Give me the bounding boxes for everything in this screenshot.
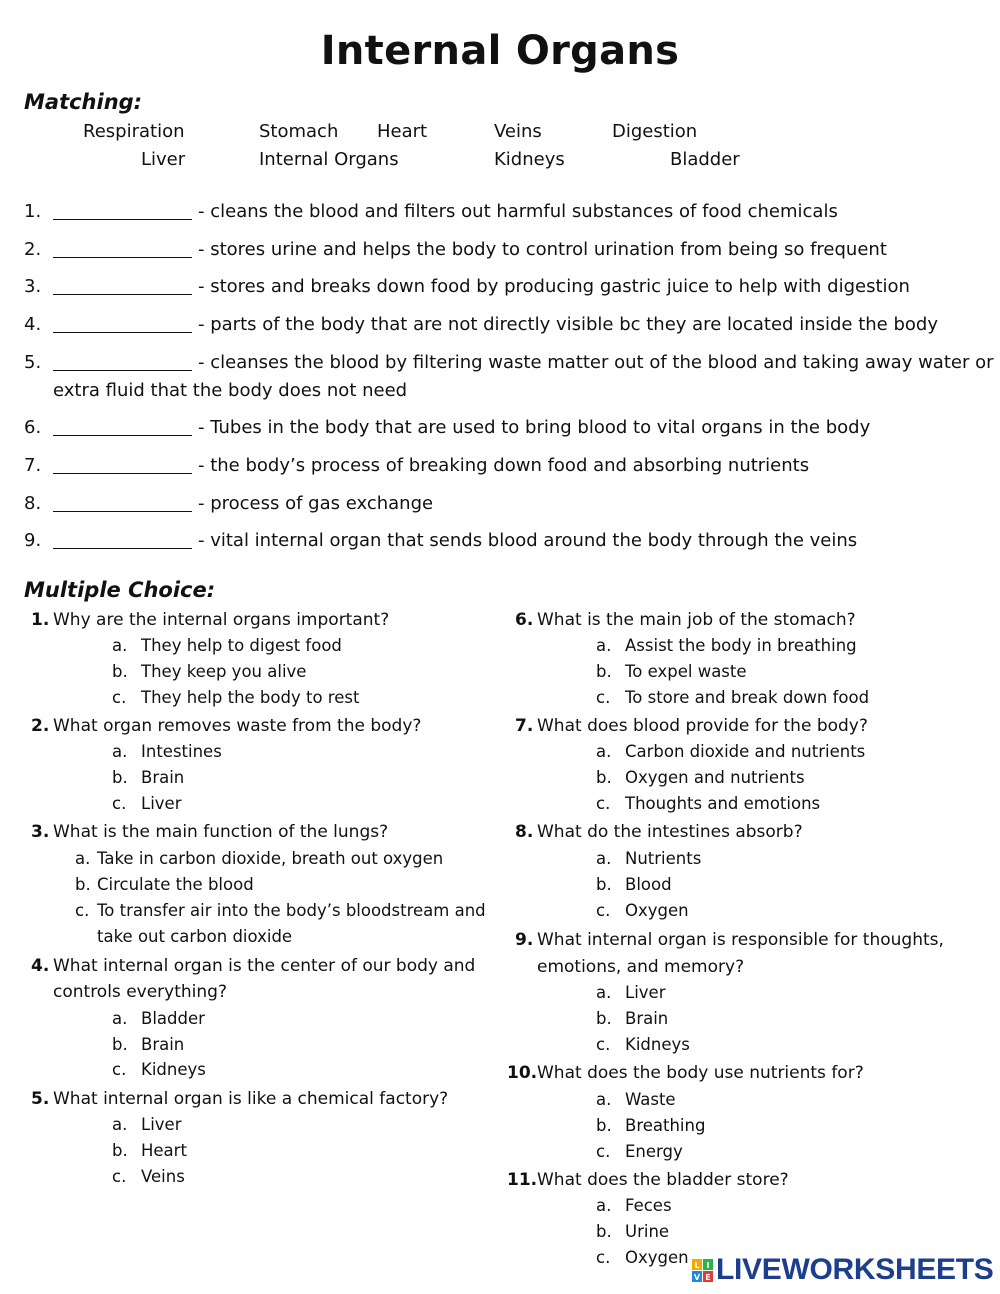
option[interactable]: a. Take in carbon dioxide, breath out oxygen: [75, 849, 444, 868]
option[interactable]: a. Feces: [596, 1196, 672, 1215]
question-text-continuation: controls everything?: [53, 982, 227, 1002]
option[interactable]: b. To expel waste: [596, 662, 747, 681]
option[interactable]: a. Liver: [112, 1115, 182, 1134]
option[interactable]: a. Bladder: [112, 1009, 205, 1028]
answer-blank[interactable]: [53, 530, 192, 549]
answer-blank[interactable]: [53, 455, 192, 474]
matching-item: 8. - process of gas exchange: [24, 493, 434, 514]
answer-blank[interactable]: [53, 201, 192, 220]
word-bank-respiration: Respiration: [83, 121, 185, 142]
answer-blank[interactable]: [53, 493, 192, 512]
word-bank-digestion: Digestion: [612, 121, 698, 142]
option[interactable]: a. Intestines: [112, 742, 222, 761]
page-title: Internal Organs: [320, 28, 680, 74]
option[interactable]: b. Brain: [112, 1035, 185, 1054]
option[interactable]: c. Liver: [112, 794, 182, 813]
question-text: 3. What is the main function of the lungs?: [31, 822, 389, 842]
answer-blank[interactable]: [53, 276, 192, 295]
question-text-continuation: emotions, and memory?: [537, 957, 745, 977]
question-text: 6. What is the main job of the stomach?: [515, 610, 856, 630]
option[interactable]: c. Veins: [112, 1167, 185, 1186]
multiple-choice-heading: Multiple Choice:: [24, 578, 216, 602]
option[interactable]: c. To store and break down food: [596, 688, 870, 707]
option[interactable]: b. They keep you alive: [112, 662, 307, 681]
option[interactable]: c. Energy: [596, 1142, 683, 1161]
option[interactable]: b. Circulate the blood: [75, 875, 254, 894]
option[interactable]: b. Brain: [112, 768, 185, 787]
word-bank-heart: Heart: [377, 121, 428, 142]
option[interactable]: c. Kidneys: [596, 1035, 690, 1054]
option[interactable]: b. Breathing: [596, 1116, 706, 1135]
option[interactable]: c. Oxygen: [596, 901, 689, 920]
question-text: 11. What does the bladder store?: [507, 1170, 789, 1190]
option[interactable]: a. They help to digest food: [112, 636, 342, 655]
word-bank-kidneys: Kidneys: [494, 149, 565, 170]
answer-blank[interactable]: [53, 417, 192, 436]
word-bank-internal-organs: Internal Organs: [259, 149, 399, 170]
answer-blank[interactable]: [53, 352, 192, 371]
logo-mark-letter: V: [693, 1273, 701, 1282]
matching-item: 3. - stores and breaks down food by producing gastric juice to help with digestion: [24, 276, 910, 297]
question-text: 4. What internal organ is the center of our body and: [31, 956, 476, 976]
matching-item: 7. - the body’s process of breaking down food and absorbing nutrients: [24, 455, 810, 476]
question-text: 1. Why are the internal organs important?: [31, 610, 390, 630]
liveworksheets-logo: LIVEWORKSHEETS: [716, 1253, 994, 1286]
word-bank-veins: Veins: [494, 121, 542, 142]
option[interactable]: c. Kidneys: [112, 1060, 206, 1079]
option[interactable]: c. Thoughts and emotions: [596, 794, 821, 813]
option[interactable]: c. To transfer air into the body’s bloodstream and: [75, 901, 486, 920]
question-text: 8. What do the intestines absorb?: [515, 822, 803, 842]
option[interactable]: c. They help the body to rest: [112, 688, 360, 707]
answer-blank[interactable]: [53, 239, 192, 258]
option[interactable]: a. Carbon dioxide and nutrients: [596, 742, 866, 761]
option[interactable]: b. Brain: [596, 1009, 669, 1028]
option[interactable]: b. Urine: [596, 1222, 670, 1241]
matching-item: 9. - vital internal organ that sends blood around the body through the veins: [24, 530, 858, 551]
matching-heading: Matching:: [24, 90, 143, 114]
option[interactable]: c. Oxygen: [596, 1248, 689, 1267]
matching-item: 6. - Tubes in the body that are used to bring blood to vital organs in the body: [24, 417, 871, 438]
option-continuation: take out carbon dioxide: [97, 927, 293, 946]
question-text: 7. What does blood provide for the body?: [515, 716, 868, 736]
word-bank-stomach: Stomach: [259, 121, 339, 142]
option[interactable]: b. Blood: [596, 875, 672, 894]
question-text: 10. What does the body use nutrients for?: [507, 1063, 864, 1083]
question-text: 5. What internal organ is like a chemical factory?: [31, 1089, 449, 1109]
liveworksheets-logo-icon: [692, 1259, 714, 1283]
logo-mark-svg: [692, 1259, 714, 1283]
option[interactable]: a. Assist the body in breathing: [596, 636, 857, 655]
logo-mark-letter: E: [705, 1273, 711, 1282]
question-text: 2. What organ removes waste from the body?: [31, 716, 422, 736]
matching-item: 1. - cleans the blood and filters out harmful substances of food chemicals: [24, 201, 838, 222]
logo-mark-letter: L: [694, 1261, 700, 1270]
matching-item-continuation: extra fluid that the body does not need: [53, 380, 408, 401]
word-bank-liver: Liver: [141, 149, 186, 170]
matching-item: 5. - cleanses the blood by filtering waste matter out of the blood and taking away water or: [24, 352, 994, 373]
answer-blank[interactable]: [53, 314, 192, 333]
option[interactable]: a. Nutrients: [596, 849, 702, 868]
logo-mark-letter: I: [706, 1261, 710, 1270]
question-text: 9. What internal organ is responsible for thoughts,: [515, 930, 944, 950]
option[interactable]: a. Waste: [596, 1090, 676, 1109]
matching-item: 4. - parts of the body that are not directly visible bc they are located inside the body: [24, 314, 938, 335]
option[interactable]: a. Liver: [596, 983, 666, 1002]
option[interactable]: b. Oxygen and nutrients: [596, 768, 805, 787]
option[interactable]: b. Heart: [112, 1141, 187, 1160]
matching-item: 2. - stores urine and helps the body to control urination from being so frequent: [24, 239, 887, 260]
word-bank-bladder: Bladder: [670, 149, 740, 170]
